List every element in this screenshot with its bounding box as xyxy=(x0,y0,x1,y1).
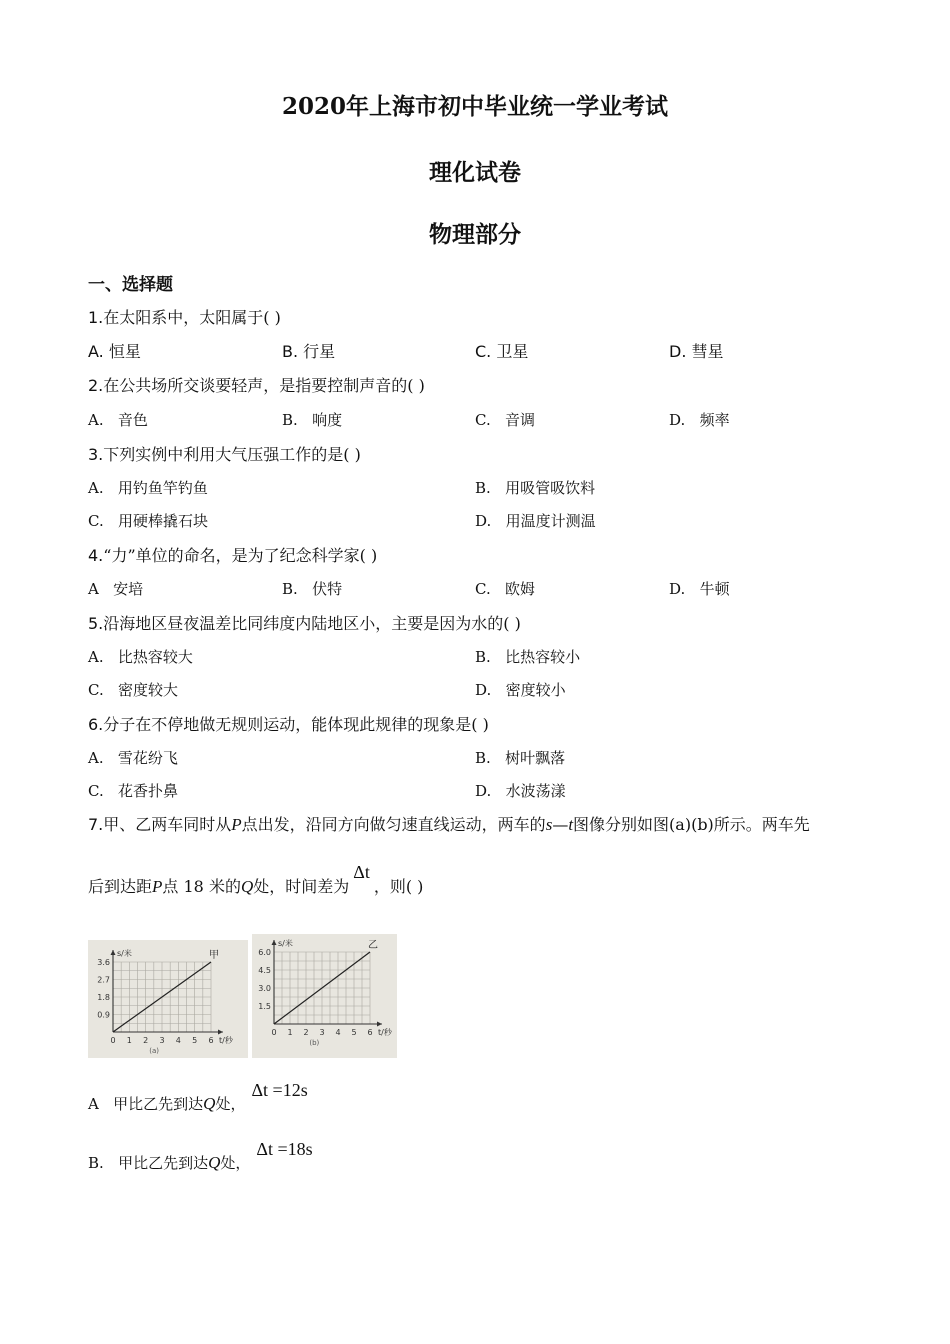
option-text: 用硬棒撬石块 xyxy=(118,512,209,530)
stem-text: 处，时间差为 xyxy=(253,877,350,896)
part-title: 物理部分 xyxy=(429,221,521,248)
question-number: 5. xyxy=(88,614,104,633)
x-tick-label: 1 xyxy=(287,1028,293,1037)
option-letter: A xyxy=(88,1095,99,1113)
graph-caption: (b) xyxy=(309,1039,320,1047)
question-7-line-2 xyxy=(88,862,424,897)
graph-a xyxy=(88,940,248,1058)
option-text: 处， xyxy=(215,1095,246,1113)
option-letter: B. xyxy=(282,580,298,598)
option-text: 密度较大 xyxy=(118,681,179,699)
question-1 xyxy=(88,305,281,328)
option-letter: B. xyxy=(282,342,299,361)
option-text: 比热容较小 xyxy=(505,648,581,666)
option-text: 比热容较大 xyxy=(117,648,193,666)
option-text: 响度 xyxy=(312,411,343,429)
option-letter: B. xyxy=(475,648,491,666)
option-text: 用吸管吸饮料 xyxy=(505,479,596,497)
y-axis-label: s/米 xyxy=(117,949,132,958)
option-a xyxy=(88,747,178,768)
option-letter: A. xyxy=(88,411,104,429)
graph-b xyxy=(252,934,397,1058)
option-letter: A. xyxy=(88,479,104,497)
x-tick-label: 5 xyxy=(351,1028,357,1037)
y-tick-label: 1.8 xyxy=(97,993,110,1002)
option-text: 安培 xyxy=(113,580,144,598)
option-d xyxy=(669,339,724,362)
option-letter: D. xyxy=(669,580,686,598)
option-c xyxy=(475,339,528,362)
x-tick-label: 5 xyxy=(192,1036,198,1045)
option-text: 雪花纷飞 xyxy=(117,749,178,767)
question-number: 2. xyxy=(88,376,104,395)
option-math: Δt =12s xyxy=(251,1080,308,1100)
option-a xyxy=(88,339,141,362)
question-5 xyxy=(88,611,521,634)
x-tick-label: 0 xyxy=(110,1036,116,1045)
option-c xyxy=(88,780,178,801)
point-q: Q xyxy=(240,877,254,896)
option-text: 音调 xyxy=(505,411,536,429)
option-b xyxy=(475,747,565,768)
option-b xyxy=(282,578,342,599)
option-text: 伏特 xyxy=(312,580,343,598)
point-p: P xyxy=(152,877,163,896)
option-text: 频率 xyxy=(699,411,730,429)
option-c xyxy=(475,409,535,430)
x-tick-label: 2 xyxy=(303,1028,309,1037)
option-letter: C. xyxy=(475,580,491,598)
point-p: P xyxy=(231,815,242,834)
y-axis-label: s/米 xyxy=(278,939,293,948)
option-text: 树叶飘落 xyxy=(505,749,566,767)
option-a xyxy=(88,646,193,667)
option-d xyxy=(475,780,566,801)
option-a xyxy=(88,477,208,498)
x-tick-label: 3 xyxy=(319,1028,325,1037)
var-t: t xyxy=(568,815,574,834)
stem-text: 甲、乙两车同时从 xyxy=(103,815,232,834)
option-c xyxy=(88,679,178,700)
x-axis-label: t/秒 xyxy=(378,1028,392,1037)
question-number: 6. xyxy=(88,715,104,734)
y-tick-label: 2.7 xyxy=(97,975,110,985)
option-letter: D. xyxy=(475,681,492,699)
option-text: 处， xyxy=(220,1154,251,1172)
point-q: Q xyxy=(203,1094,216,1113)
y-tick-label: 4.5 xyxy=(258,966,271,975)
option-letter: C. xyxy=(88,782,104,800)
question-stem: 分子在不停地做无规则运动，能体现此规律的现象是( ) xyxy=(103,715,489,734)
x-tick-label: 4 xyxy=(175,1036,181,1045)
stem-text: 点 18 米的 xyxy=(162,877,241,896)
exam-subtitle: 理化试卷 xyxy=(429,159,521,186)
option-a xyxy=(88,409,148,430)
option-letter: A. xyxy=(88,648,104,666)
option-b xyxy=(88,1139,313,1173)
option-text: 卫星 xyxy=(496,342,529,361)
option-c xyxy=(475,578,535,599)
y-tick-label: 1.5 xyxy=(258,1002,271,1011)
question-stem: 下列实例中利用大气压强工作的是( ) xyxy=(103,445,361,464)
option-letter: C. xyxy=(88,512,104,530)
x-tick-label: 6 xyxy=(208,1036,214,1045)
option-text: 牛顿 xyxy=(699,580,730,598)
stem-text: 图像分别如图(a)(b)所示。两车先 xyxy=(573,815,810,834)
stem-text: 点出发，沿同方向做匀速直线运动，两车的 xyxy=(241,815,546,834)
option-text: 甲比乙先到达 xyxy=(113,1095,204,1113)
option-letter: C. xyxy=(475,411,491,429)
option-letter: D. xyxy=(475,782,492,800)
option-a xyxy=(88,1080,308,1114)
y-tick-label: 6.0 xyxy=(258,948,271,957)
option-text: 音色 xyxy=(117,411,148,429)
option-letter: D. xyxy=(669,342,687,361)
question-stem: 沿海地区昼夜温差比同纬度内陆地区小，主要是因为水的( ) xyxy=(103,614,521,633)
option-d xyxy=(475,510,596,531)
option-letter: A. xyxy=(88,342,104,361)
question-number: 7. xyxy=(88,815,104,834)
option-b xyxy=(475,646,580,667)
dash: — xyxy=(552,815,569,834)
option-c xyxy=(88,510,208,531)
option-text: 用钓鱼竿钓鱼 xyxy=(117,479,208,497)
delta-t: Δt xyxy=(353,862,370,882)
option-letter: A xyxy=(88,580,99,598)
series-label: 乙 xyxy=(368,940,378,951)
option-text: 水波荡漾 xyxy=(505,782,566,800)
y-tick-label: 3.0 xyxy=(258,984,271,993)
option-letter: A. xyxy=(88,749,104,767)
option-letter: D. xyxy=(475,512,492,530)
y-tick-label: 0.9 xyxy=(97,1010,110,1020)
question-number: 4. xyxy=(88,546,104,565)
option-d xyxy=(669,578,730,599)
question-6 xyxy=(88,712,489,735)
stem-text: ，则( ) xyxy=(373,877,424,896)
option-text: 密度较小 xyxy=(505,681,566,699)
stem-text: 后到达距 xyxy=(88,877,153,896)
question-4 xyxy=(88,543,377,566)
x-tick-label: 4 xyxy=(335,1028,341,1037)
option-letter: B. xyxy=(88,1154,104,1172)
option-text: 甲比乙先到达 xyxy=(118,1154,209,1172)
x-tick-label: 6 xyxy=(367,1028,373,1037)
option-a xyxy=(88,578,143,599)
option-text: 行星 xyxy=(303,342,336,361)
point-q: Q xyxy=(208,1153,221,1172)
x-tick-label: 1 xyxy=(126,1036,132,1045)
option-text: 花香扑鼻 xyxy=(118,782,179,800)
question-number: 1. xyxy=(88,308,104,327)
var-s: s xyxy=(545,815,553,834)
option-d xyxy=(669,409,730,430)
y-tick-label: 3.6 xyxy=(97,958,110,967)
option-b xyxy=(282,339,335,362)
option-letter: B. xyxy=(475,749,491,767)
option-letter: D. xyxy=(669,411,686,429)
question-number: 3. xyxy=(88,445,104,464)
x-tick-label: 2 xyxy=(143,1036,149,1045)
option-text: 用温度计测温 xyxy=(505,512,596,530)
option-letter: B. xyxy=(282,411,298,429)
option-letter: C. xyxy=(88,681,104,699)
option-text: 欧姆 xyxy=(505,580,536,598)
question-2 xyxy=(88,373,425,396)
option-b xyxy=(282,409,342,430)
question-stem: “力”单位的命名，是为了纪念科学家( ) xyxy=(103,546,378,565)
option-d xyxy=(475,679,566,700)
x-tick-label: 3 xyxy=(159,1036,165,1045)
question-stem: 在公共场所交谈要轻声，是指要控制声音的( ) xyxy=(103,376,425,395)
x-tick-label: 0 xyxy=(271,1028,277,1037)
option-text: 彗星 xyxy=(691,342,724,361)
exam-title: 2020年上海市初中毕业统一学业考试 xyxy=(281,93,668,120)
option-math: Δt =18s xyxy=(256,1139,313,1159)
question-stem: 在太阳系中，太阳属于( ) xyxy=(103,308,281,327)
question-7-line-1 xyxy=(88,812,810,835)
x-axis-label: t/秒 xyxy=(219,1036,233,1045)
option-b xyxy=(475,477,595,498)
option-letter: B. xyxy=(475,479,491,497)
question-3 xyxy=(88,442,361,465)
series-label: 甲 xyxy=(209,950,219,961)
option-text: 恒星 xyxy=(108,342,141,361)
section-heading: 一、选择题 xyxy=(88,275,173,295)
graph-caption: (a) xyxy=(149,1047,160,1055)
option-letter: C. xyxy=(475,342,492,361)
